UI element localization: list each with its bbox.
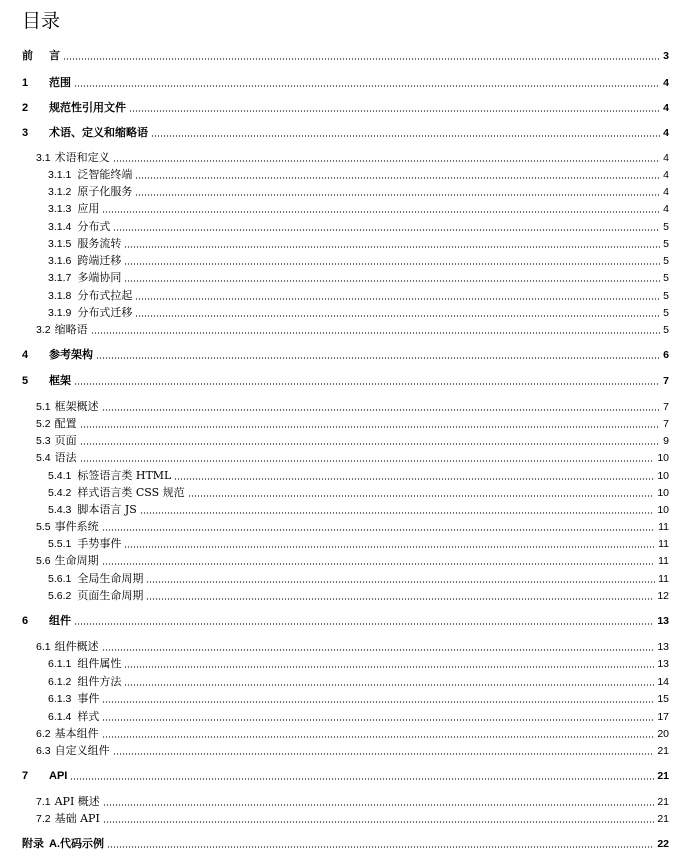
toc-entry[interactable] — [36, 151, 669, 165]
dot-leader — [146, 598, 654, 600]
page-title: 目录 — [22, 10, 61, 32]
toc-entry[interactable] — [36, 812, 669, 826]
toc-entry[interactable] — [48, 589, 669, 603]
toc-entry-page: 4 — [663, 152, 669, 164]
dot-leader — [124, 246, 660, 248]
toc-entry-title: 基础 API — [54, 812, 100, 825]
toc-entry-number: 6.1.2 — [48, 676, 72, 688]
toc-entry-title: 缩略语 — [54, 323, 88, 336]
dot-leader — [188, 495, 655, 497]
toc-entry-page: 5 — [663, 255, 669, 267]
toc-entry-title: 原子化服务 — [77, 185, 133, 198]
toc-entry-page: 13 — [657, 658, 669, 670]
toc-entry-page: 11 — [658, 555, 669, 567]
dot-leader — [140, 512, 655, 514]
dot-leader — [124, 280, 660, 282]
toc-entry-number: 6 — [22, 615, 29, 627]
dot-leader — [103, 821, 655, 823]
toc-entry-page: 14 — [657, 676, 669, 688]
dot-leader — [124, 546, 655, 548]
dot-leader — [124, 263, 660, 265]
toc-entry-number: 5.4.1 — [48, 470, 72, 482]
toc-entry-number: 附录 — [22, 838, 44, 850]
toc-entry-number: 5.3 — [36, 435, 51, 447]
toc-entry-title: 组件属性 — [77, 657, 122, 670]
toc-entry-title: 样式语言类 CSS 规范 — [77, 486, 185, 499]
toc-entry[interactable] — [22, 49, 669, 63]
toc-entry-number: 5.6 — [36, 555, 51, 567]
toc-entry[interactable] — [36, 434, 669, 448]
toc-entry-title: 框架概述 — [54, 400, 99, 413]
toc-entry[interactable] — [22, 837, 669, 851]
toc-entry[interactable] — [48, 657, 669, 671]
toc-entry-number: 前 — [22, 50, 33, 62]
dot-leader — [74, 623, 654, 625]
toc-entry-number: 6.1.3 — [48, 693, 72, 705]
toc-entry-page: 5 — [663, 324, 669, 336]
toc-entry-title: 生命周期 — [54, 554, 99, 567]
toc-entry-number: 5.4.3 — [48, 504, 72, 516]
toc-entry-number: 4 — [22, 349, 29, 361]
toc-entry-page: 5 — [663, 238, 669, 250]
dot-leader — [113, 160, 661, 162]
toc-entry-title: 术语和定义 — [54, 151, 110, 164]
toc-entry[interactable] — [36, 417, 669, 431]
toc-entry-number: 5.5 — [36, 521, 51, 533]
toc-entry-page: 11 — [658, 538, 669, 550]
toc-entry-title: 页面生命周期 — [77, 589, 144, 602]
toc-entry-number: 5.2 — [36, 418, 51, 430]
toc-entry[interactable] — [48, 469, 669, 483]
toc-entry-title: 范围 — [49, 77, 71, 89]
dot-leader — [113, 229, 660, 231]
toc-entry-number: 6.1.4 — [48, 711, 72, 723]
toc-entry-number: 1 — [22, 77, 29, 89]
dot-leader — [96, 357, 660, 359]
toc-entry[interactable] — [48, 692, 669, 706]
toc-entry[interactable] — [48, 254, 669, 268]
toc-entry[interactable] — [48, 289, 669, 303]
toc-entry[interactable] — [48, 572, 669, 586]
toc-entry-number: 5.1 — [36, 401, 51, 413]
toc-entry-number: 3.2 — [36, 324, 51, 336]
toc-entry-title: API 概述 — [54, 795, 100, 808]
toc-entry-page: 4 — [663, 77, 669, 89]
toc-entry-number: 3.1.5 — [48, 238, 72, 250]
toc-entry-number: 6.3 — [36, 745, 51, 757]
dot-leader — [102, 736, 655, 738]
toc-entry-page: 21 — [657, 745, 669, 757]
toc-entry-title: 页面 — [54, 434, 77, 447]
dot-leader — [74, 383, 660, 385]
toc-entry-page: 15 — [657, 693, 669, 705]
dot-leader — [146, 581, 655, 583]
toc-entry-page: 21 — [657, 770, 669, 782]
toc-entry-page: 4 — [663, 127, 669, 139]
toc-entry-title: 手势事件 — [77, 537, 122, 550]
toc-entry[interactable] — [36, 451, 669, 465]
toc-entry-number: 3.1.7 — [48, 272, 72, 284]
toc-entry[interactable] — [36, 554, 669, 568]
toc-entry-page: 10 — [657, 504, 669, 516]
toc-entry-page: 17 — [657, 711, 669, 723]
toc-entry-number: 3.1.6 — [48, 255, 72, 267]
toc-entry-page: 7 — [663, 418, 669, 430]
toc-entry-title: 跨端迁移 — [77, 254, 122, 267]
toc-entry-number: 5.6.2 — [48, 590, 72, 602]
toc-entry[interactable] — [48, 503, 669, 517]
toc-entry[interactable] — [48, 710, 669, 724]
toc-entry-number: 3.1.9 — [48, 307, 72, 319]
toc-entry[interactable] — [36, 727, 669, 741]
toc-entry[interactable] — [22, 374, 669, 388]
toc-entry-number: 5.5.1 — [48, 538, 72, 550]
toc-entry-number: 5 — [22, 375, 29, 387]
toc-entry-title: 样式 — [77, 710, 100, 723]
toc-entry-number: 6.1.1 — [48, 658, 72, 670]
toc-entry-page: 11 — [658, 573, 669, 585]
dot-leader — [124, 684, 654, 686]
toc-entry[interactable] — [36, 400, 669, 414]
toc-entry[interactable] — [36, 323, 669, 337]
dot-leader — [129, 110, 660, 112]
toc-entry[interactable] — [36, 795, 669, 809]
toc-entry-number: 7.1 — [36, 796, 51, 808]
toc-entry-title: 全局生命周期 — [77, 572, 144, 585]
toc-entry-number: 5.4.2 — [48, 487, 72, 499]
toc-entry-title: 事件系统 — [54, 520, 99, 533]
toc-entry-page: 11 — [658, 521, 669, 533]
toc-entry-title: 应用 — [77, 202, 100, 215]
toc-entry-page: 6 — [663, 349, 669, 361]
toc-entry-title: 多端协同 — [77, 271, 122, 284]
toc-entry-page: 4 — [663, 102, 669, 114]
toc-entry-number: 3.1.1 — [48, 169, 72, 181]
dot-leader — [103, 804, 655, 806]
toc-entry[interactable] — [36, 640, 669, 654]
toc-entry-number: 6.2 — [36, 728, 51, 740]
toc-entry-page: 12 — [657, 590, 669, 602]
toc-entry-title: 言 — [49, 50, 60, 62]
toc-entry[interactable] — [48, 202, 669, 216]
toc-entry-title: 服务流转 — [77, 237, 122, 250]
toc-entry-title: 基本组件 — [54, 727, 99, 740]
toc-entry-page: 21 — [657, 813, 669, 825]
dot-leader — [174, 478, 654, 480]
toc-entry-page: 5 — [663, 221, 669, 233]
dot-leader — [135, 177, 660, 179]
toc-entry-title: 分布式拉起 — [77, 289, 133, 302]
toc-entry[interactable] — [48, 675, 669, 689]
toc-entry-title: 自定义组件 — [54, 744, 110, 757]
toc-entry-number: 7 — [22, 770, 29, 782]
toc-entry-title: 框架 — [49, 375, 71, 387]
toc-entry-page: 20 — [657, 728, 669, 740]
toc-entry-title: 参考架构 — [49, 349, 93, 361]
toc-entry-number: 6.1 — [36, 641, 51, 653]
toc-entry-page: 5 — [663, 290, 669, 302]
toc-entry-page: 7 — [663, 401, 669, 413]
toc-entry-page: 13 — [657, 615, 669, 627]
toc-entry-number: 3.1 — [36, 152, 51, 164]
toc-entry-page: 21 — [657, 796, 669, 808]
toc-entry-title: 语法 — [54, 451, 77, 464]
toc-entry-title: 分布式迁移 — [77, 306, 133, 319]
toc-entry[interactable] — [22, 614, 669, 628]
dot-leader — [102, 719, 654, 721]
dot-leader — [80, 460, 655, 462]
toc-entry-title: 组件概述 — [54, 640, 99, 653]
toc-entry-page: 10 — [657, 470, 669, 482]
dot-leader — [102, 649, 655, 651]
toc-entry[interactable] — [48, 185, 669, 199]
toc-entry-title: 组件方法 — [77, 675, 122, 688]
toc-entry-page: 10 — [657, 452, 669, 464]
toc-entry-number: 3.1.3 — [48, 203, 72, 215]
dot-leader — [63, 58, 660, 60]
toc-entry[interactable] — [22, 76, 669, 90]
toc-entry[interactable] — [22, 101, 669, 115]
toc-entry-title: 组件 — [49, 615, 71, 627]
toc-entry-title: 配置 — [54, 417, 77, 430]
toc-entry-page: 3 — [663, 50, 669, 62]
dot-leader — [102, 529, 655, 531]
toc-entry-title: 泛智能终端 — [77, 168, 133, 181]
dot-leader — [102, 563, 655, 565]
toc-entry-title: 标签语言类 HTML — [77, 469, 172, 482]
toc-entry-title: 术语、定义和缩略语 — [49, 127, 148, 139]
dot-leader — [74, 85, 660, 87]
toc-entry-page: 9 — [663, 435, 669, 447]
toc-entry[interactable] — [48, 220, 669, 234]
toc-entry[interactable] — [48, 306, 669, 320]
toc-entry-title: 规范性引用文件 — [49, 102, 126, 114]
toc-entry[interactable] — [22, 126, 669, 140]
toc-entry-page: 4 — [663, 203, 669, 215]
toc-entry-number: 3.1.2 — [48, 186, 72, 198]
toc-entry-title: API — [49, 770, 68, 782]
toc-entry[interactable] — [48, 537, 669, 551]
dot-leader — [107, 846, 654, 848]
toc-entry[interactable] — [48, 486, 669, 500]
toc-entry-title: 脚本语言 JS — [77, 503, 137, 516]
dot-leader — [151, 135, 660, 137]
dot-leader — [102, 211, 660, 213]
toc-entry[interactable] — [48, 168, 669, 182]
dot-leader — [91, 332, 661, 334]
toc-entry[interactable] — [36, 744, 669, 758]
toc-entry-title: A.代码示例 — [49, 838, 104, 850]
toc-entry-number: 7.2 — [36, 813, 51, 825]
dot-leader — [135, 194, 660, 196]
dot-leader — [80, 426, 661, 428]
toc-entry-page: 5 — [663, 272, 669, 284]
toc-entry-page: 5 — [663, 307, 669, 319]
toc-entry[interactable] — [22, 348, 669, 362]
dot-leader — [102, 701, 654, 703]
dot-leader — [102, 409, 661, 411]
toc-entry-page: 10 — [657, 487, 669, 499]
toc-entry[interactable] — [48, 237, 669, 251]
toc-entry-number: 3.1.4 — [48, 221, 72, 233]
toc-entry-page: 22 — [657, 838, 669, 850]
toc-entry-number: 5.4 — [36, 452, 51, 464]
dot-leader — [135, 315, 660, 317]
toc-entry-page: 4 — [663, 186, 669, 198]
toc-entry-title: 分布式 — [77, 220, 111, 233]
dot-leader — [70, 778, 654, 780]
toc-entry-title: 事件 — [77, 692, 100, 705]
toc-entry[interactable] — [36, 520, 669, 534]
toc-entry-page: 13 — [657, 641, 669, 653]
toc-entry-number: 3 — [22, 127, 29, 139]
dot-leader — [80, 443, 661, 445]
toc-entry-page: 4 — [663, 169, 669, 181]
dot-leader — [124, 666, 654, 668]
toc-entry-page: 7 — [663, 375, 669, 387]
toc-entry-number: 2 — [22, 102, 29, 114]
toc-entry[interactable] — [48, 271, 669, 285]
toc-entry-number: 5.6.1 — [48, 573, 72, 585]
dot-leader — [113, 753, 655, 755]
toc-entry-number: 3.1.8 — [48, 290, 72, 302]
dot-leader — [135, 298, 660, 300]
toc-entry[interactable] — [22, 769, 669, 783]
